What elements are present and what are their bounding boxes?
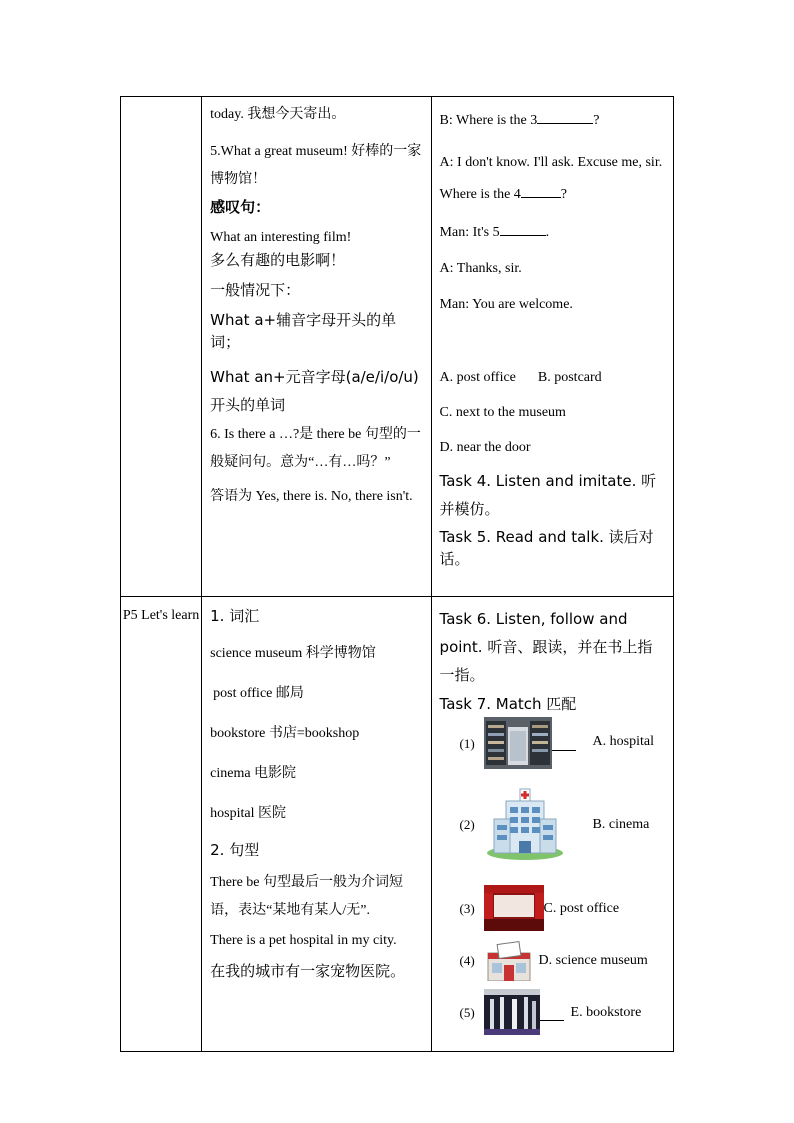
vocab-hospital: hospital 医院 bbox=[210, 806, 286, 821]
match-blank-5[interactable] bbox=[540, 1019, 564, 1021]
options-ab: A. post office B. postcard bbox=[439, 370, 602, 385]
note-6-is-there: 6. Is there a …?是 there be 句型的一般疑问句。意为“…有…吗？” bbox=[210, 427, 421, 470]
cinema-picture bbox=[484, 885, 544, 931]
note-today: today. 我想今天寄出。 bbox=[210, 107, 346, 122]
pattern-rule: There be 句型最后一般为介词短语，表达“某地有某人/无”. bbox=[210, 875, 403, 918]
dialogue-line-1: B: Where is the 3 ? bbox=[440, 109, 666, 130]
match-option-e: E. bookstore bbox=[570, 1005, 642, 1020]
match-option-d: D. science museum bbox=[538, 953, 648, 968]
note-example-en: What an interesting film! bbox=[210, 230, 352, 245]
dialogue-line-6: Man: You are welcome. bbox=[439, 297, 573, 312]
option-d: D. near the door bbox=[439, 440, 531, 455]
note-exclamation-heading: 感叹句： bbox=[210, 198, 271, 216]
match-option-b: B. cinema bbox=[592, 817, 650, 832]
row1-label-cell bbox=[121, 97, 202, 597]
match-num-4: (4) bbox=[459, 953, 475, 968]
blank-4[interactable] bbox=[521, 183, 561, 198]
post-office-picture bbox=[484, 939, 534, 981]
dialogue-line-2: A: I don't know. I'll ask. Excuse me, sir. bbox=[439, 155, 663, 170]
option-c: C. next to the museum bbox=[439, 405, 566, 420]
dialogue-line-3: Where is the 4 ? bbox=[440, 183, 666, 204]
note-general-rule: 一般情况下： bbox=[210, 281, 301, 299]
match-option-a: A. hospital bbox=[592, 734, 654, 749]
row1-dialogue-cell bbox=[431, 97, 673, 597]
note-5-museum: 5.What a great museum! 好棒的一家博物馆！ bbox=[210, 144, 422, 187]
row2-vocab-cell bbox=[202, 597, 431, 1052]
match-blank-1[interactable] bbox=[552, 749, 576, 751]
vocab-science-museum: science museum 科学博物馆 bbox=[210, 646, 376, 661]
row2-task-cell bbox=[431, 597, 673, 1052]
match-exercise bbox=[440, 717, 666, 1047]
pattern-example-cn: 在我的城市有一家宠物医院。 bbox=[210, 962, 406, 980]
match-num-2: (2) bbox=[459, 817, 475, 832]
task-7: Task 7. Match 匹配 bbox=[439, 695, 577, 713]
science-museum-picture bbox=[484, 989, 540, 1035]
blank-5[interactable] bbox=[500, 221, 546, 236]
note-answer: 答语为 Yes, there is. No, there isn't. bbox=[210, 489, 413, 504]
task-4: Task 4. Listen and imitate. 听并模仿。 bbox=[439, 472, 657, 518]
bookstore-picture bbox=[484, 717, 552, 769]
task-6: Task 6. Listen, follow and point. 听音、跟读，并在书上指一指。 bbox=[439, 610, 653, 684]
note-example-cn: 多么有趣的电影啊！ bbox=[210, 251, 346, 269]
section-label: P5 Let's learn bbox=[122, 608, 200, 623]
row1-notes-cell bbox=[202, 97, 431, 597]
vocab-bookstore: bookstore 书店=bookshop bbox=[210, 726, 360, 741]
vocab-cinema: cinema 电影院 bbox=[210, 766, 297, 781]
hospital-picture bbox=[484, 783, 566, 861]
match-num-5: (5) bbox=[459, 1005, 475, 1020]
blank-3[interactable] bbox=[537, 109, 593, 124]
lesson-table bbox=[120, 96, 674, 1052]
match-option-c: C. post office bbox=[543, 901, 620, 916]
pattern-example-en: There is a pet hospital in my city. bbox=[210, 933, 397, 948]
note-what-an: What an+元音字母(a/e/i/o/u) 开头的单词 bbox=[210, 368, 419, 414]
pattern-heading: 2. 句型 bbox=[210, 841, 260, 859]
match-num-3: (3) bbox=[459, 901, 475, 916]
dialogue-line-5: A: Thanks, sir. bbox=[439, 261, 522, 276]
dialogue-line-4: Man: It's 5 . bbox=[440, 221, 666, 242]
row2-label-cell bbox=[121, 597, 202, 1052]
match-num-1: (1) bbox=[459, 736, 475, 751]
note-what-a: What a+辅音字母开头的单词； bbox=[210, 311, 397, 351]
vocab-post-office: post office 邮局 bbox=[213, 686, 304, 701]
vocab-heading: 1. 词汇 bbox=[210, 607, 260, 625]
task-5: Task 5. Read and talk. 读后对话。 bbox=[439, 528, 654, 568]
